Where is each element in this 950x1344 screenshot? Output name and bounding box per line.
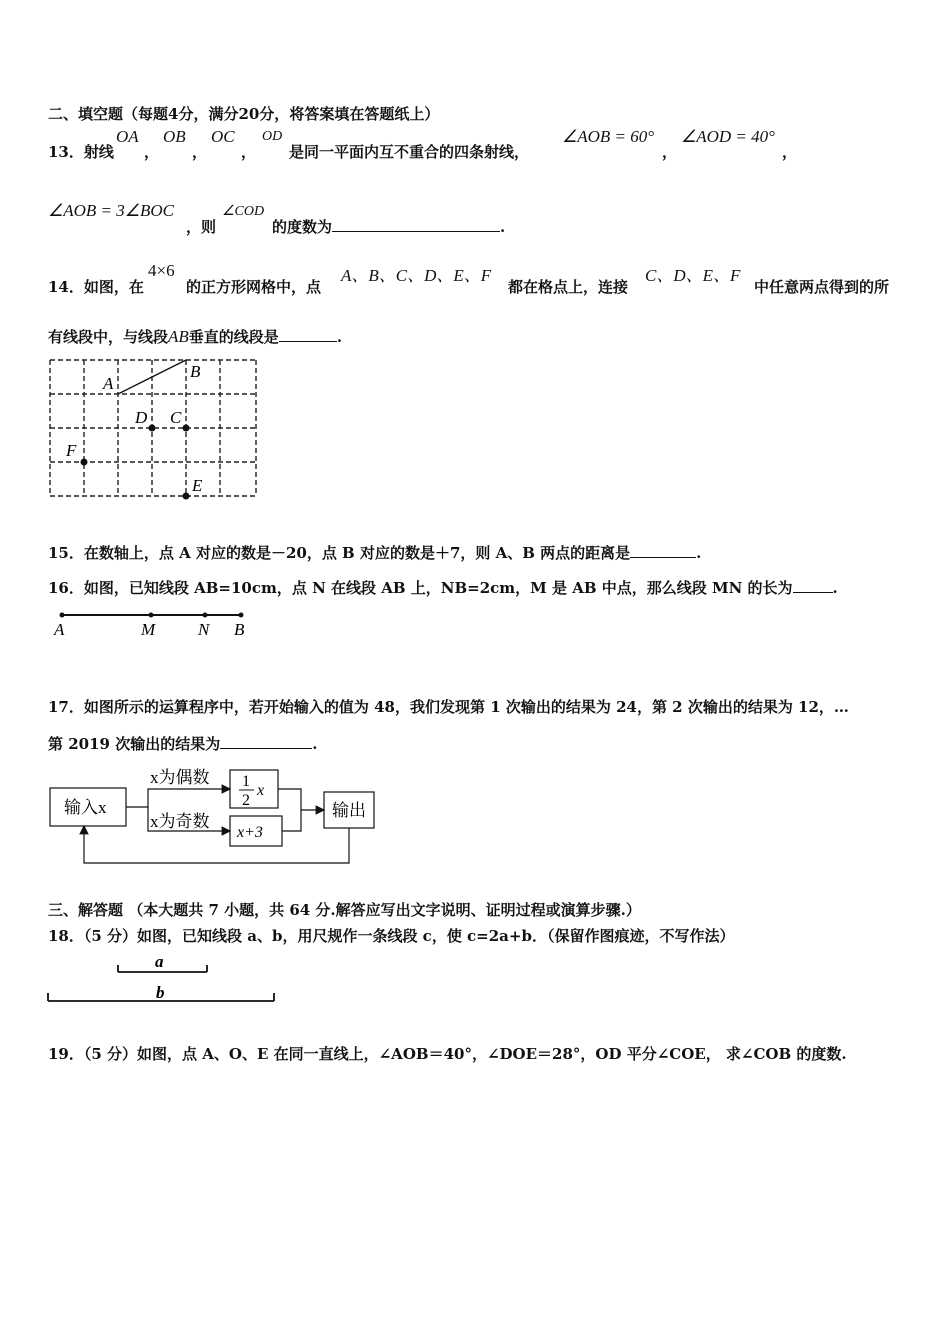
q17-flowchart bbox=[44, 762, 384, 872]
ray-ob: OB bbox=[163, 127, 186, 146]
comma: ， bbox=[782, 143, 798, 161]
q16-line bbox=[48, 577, 838, 598]
q13-text-3: ，则 bbox=[186, 218, 217, 236]
angle-cod: ∠COD bbox=[222, 204, 265, 219]
answer-blank-17[interactable] bbox=[220, 734, 312, 749]
q14-text-6: 垂直的线段是 bbox=[188, 328, 279, 346]
q14-text-1: 如图，在 bbox=[83, 278, 144, 296]
q14-points-all: A、B、C、D、E、F bbox=[341, 266, 492, 285]
section-3-heading: 三、解答题 （本大题共 7 小题，共 64 分.解答应写出文字说明、证明过程或演算步骤.） bbox=[48, 901, 641, 919]
point-b bbox=[239, 613, 244, 618]
point-a bbox=[60, 613, 65, 618]
grid-size: 4×6 bbox=[148, 261, 175, 280]
answer-blank-16[interactable] bbox=[793, 578, 833, 593]
comma: ， bbox=[662, 143, 678, 161]
half-x: x bbox=[257, 782, 265, 799]
comma: ， bbox=[241, 143, 257, 161]
q13-text-1: 射线 bbox=[83, 143, 114, 161]
label-a: A bbox=[103, 374, 114, 393]
q14-text-4: 中任意两点得到的所 bbox=[754, 278, 890, 296]
answer-blank-14[interactable] bbox=[279, 327, 337, 342]
q13-end: . bbox=[500, 218, 506, 236]
q13-line-2-end bbox=[272, 216, 505, 237]
q14-text-3: 都在格点上，连接 bbox=[508, 278, 629, 296]
label-n: N bbox=[198, 620, 210, 639]
q13-text-4: 的度数为 bbox=[272, 218, 333, 236]
input-label: 输入x bbox=[64, 798, 107, 817]
point-d bbox=[149, 425, 156, 432]
label-e: E bbox=[192, 476, 203, 495]
q15-line bbox=[48, 542, 701, 563]
q17-end: . bbox=[312, 735, 318, 753]
half-box bbox=[230, 770, 278, 808]
q13-condition-boc: ∠AOB = 3∠BOC bbox=[48, 201, 174, 220]
q13-condition-aod: ∠AOD = 40° bbox=[681, 127, 775, 146]
ray-oa: OA bbox=[116, 127, 139, 146]
q13-number: 13． bbox=[48, 143, 84, 161]
even-label: x为偶数 bbox=[150, 768, 210, 787]
q16-end: . bbox=[832, 579, 838, 597]
label-d: D bbox=[135, 408, 148, 427]
odd-label: x为奇数 bbox=[150, 812, 210, 831]
point-f bbox=[81, 459, 88, 466]
q17-text-2: 第 2019 次输出的结果为 bbox=[48, 735, 221, 753]
half-denominator: 2 bbox=[242, 792, 250, 809]
point-m bbox=[149, 613, 154, 618]
ray-od: OD bbox=[262, 129, 283, 144]
half-numerator: 1 bbox=[242, 773, 250, 790]
q13-line-1 bbox=[48, 141, 114, 162]
label-c: C bbox=[170, 408, 182, 427]
plus-three-label: x+3 bbox=[237, 824, 263, 841]
even-arrow bbox=[126, 789, 230, 807]
comma: ， bbox=[192, 143, 208, 161]
q14-text-5: 有线段中，与线段 bbox=[48, 328, 169, 346]
q18-segments-figure bbox=[44, 950, 284, 1010]
q13-condition-aob: ∠AOB = 60° bbox=[562, 127, 655, 146]
label-f: F bbox=[66, 441, 77, 460]
output-label: 输出 bbox=[332, 801, 366, 820]
label-b: B bbox=[234, 620, 245, 639]
q14-line-2 bbox=[48, 326, 342, 347]
q16-segment-figure bbox=[46, 605, 266, 645]
q14-number: 14． bbox=[48, 278, 84, 296]
q19-text: 19．（5 分）如图，点 A、O、E 在同一直线上，∠AOB＝40°，∠DOE＝28°，OD 平分∠COE， 求∠COB 的度数. bbox=[48, 1045, 847, 1063]
q14-text-2: 的正方形网格中，点 bbox=[186, 278, 322, 296]
q17-line-2 bbox=[48, 733, 317, 754]
point-c bbox=[183, 425, 190, 432]
answer-blank-15[interactable] bbox=[630, 543, 696, 558]
q16-text: 16．如图，已知线段 AB=10cm，点 N 在线段 AB 上，NB=2cm，M 是 AB 中点，那么线段 MN 的长为 bbox=[48, 579, 793, 597]
point-n bbox=[203, 613, 208, 618]
segment-ab: AB bbox=[168, 327, 189, 346]
q14-line-1 bbox=[48, 276, 144, 297]
q14-points-cdef: C、D、E、F bbox=[645, 266, 741, 285]
q14-grid-figure bbox=[40, 350, 270, 510]
q15-text: 15．在数轴上，点 A 对应的数是－20，点 B 对应的数是＋7，则 A、B 两点的距离是 bbox=[48, 544, 631, 562]
comma: ， bbox=[144, 143, 160, 161]
q15-end: . bbox=[696, 544, 702, 562]
q17-line-1: 17．如图所示的运算程序中，若开始输入的值为 48，我们发现第 1 次输出的结果为 24，第 2 次输出的结果为 12，… bbox=[48, 698, 849, 716]
label-m: M bbox=[141, 620, 156, 639]
segment-a-label: a bbox=[155, 952, 164, 971]
section-2-heading: 二、填空题（每题4分，满分20分，将答案填在答题纸上） bbox=[48, 105, 440, 123]
label-a: A bbox=[54, 620, 65, 639]
answer-blank-13[interactable] bbox=[332, 217, 500, 232]
label-b: B bbox=[190, 362, 201, 381]
q13-text-2: 是同一平面内互不重合的四条射线， bbox=[289, 143, 530, 161]
q14-end: . bbox=[336, 328, 343, 346]
point-e bbox=[183, 493, 190, 500]
ray-oc: OC bbox=[211, 127, 235, 146]
q18-text: 18．（5 分）如图，已知线段 a、b，用尺规作一条线段 c，使 c=2a+b．（保留作图痕迹，不写作法） bbox=[48, 927, 735, 945]
segment-b-label: b bbox=[156, 983, 165, 1002]
